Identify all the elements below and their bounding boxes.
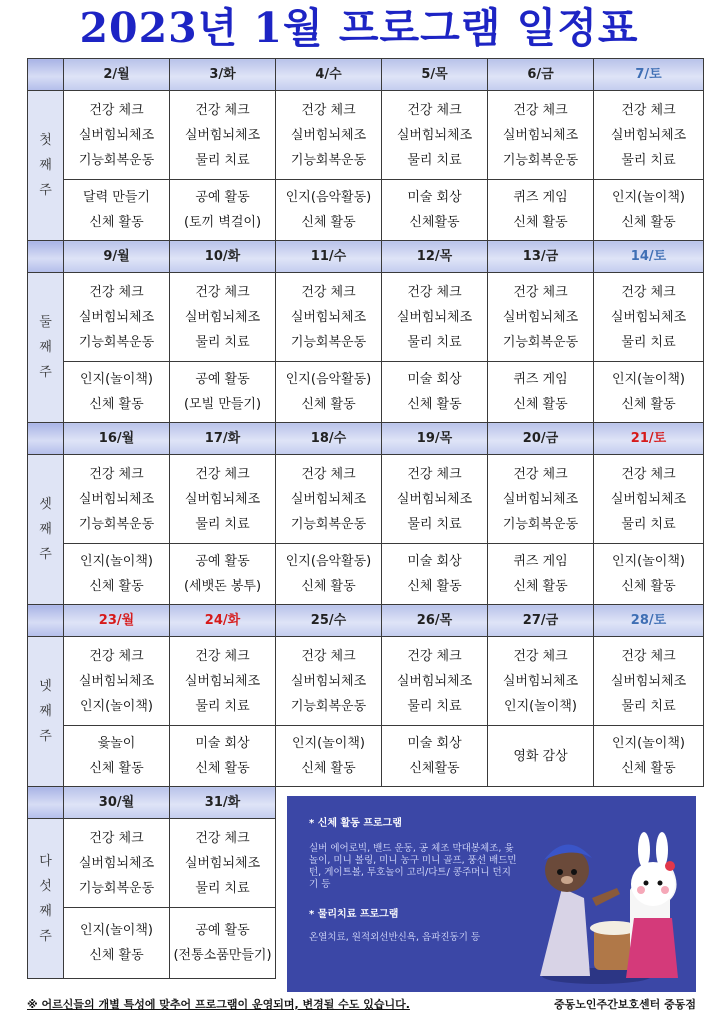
cell-line: 실버힘뇌체조 [184,309,261,325]
cell-line: (모빌 만들기) [183,397,262,412]
cell-line: 기능회복운동 [78,334,155,350]
am-activity-cell [170,91,276,180]
day-header-cell: 18/수 [276,423,382,455]
week-label-char: 주 [39,928,52,944]
cell-line: 인지(음악활동) [285,372,372,387]
cell-line: 공예 활동 [195,923,250,938]
am-activity-cell [170,455,276,544]
cell-line: 기능회복운동 [502,152,579,168]
program-info-panel [287,796,696,992]
cell-line: 기능회복운동 [78,152,155,168]
physio-program-text: 온열치료, 원적외선반신욕, 음파진동기 등 [309,932,481,943]
day-header-row [28,423,704,455]
am-activity-row [28,273,704,362]
cell-line: 물리 치료 [407,334,462,350]
cell-line: 인지(놀이책) [292,736,365,751]
day-header-cell: 19/목 [382,423,488,455]
week-label-char: 섯 [39,878,52,894]
am-activity-cell [488,273,594,362]
cell-line: 건강 체크 [301,648,356,664]
cell-line: 물리 치료 [195,516,250,532]
cell-line: 공예 활동 [195,190,250,205]
am-activity-cell [594,455,704,544]
pm-activity-cell [64,362,170,423]
cell-line: 미술 회상 [407,554,462,569]
week-label-char: 째 [39,340,52,355]
page-title: 2023년 1월 프로그램 일정표 [79,4,639,52]
cell-line: 기능회복운동 [78,880,155,896]
am-activity-cell [382,455,488,544]
cell-line: 인지(놀이책) [612,190,685,205]
pm-activity-cell [488,180,594,241]
cell-line: (토끼 벽걸이) [183,215,262,230]
week-label-char: 째 [39,704,52,719]
week-label-char: 째 [39,158,52,173]
cell-line: 기능회복운동 [502,516,579,532]
cell-line: 건강 체크 [407,648,462,664]
am-activity-cell [276,91,382,180]
cell-line: 실버힘뇌체조 [290,491,367,507]
cell-line: 물리 치료 [195,880,250,896]
week-label-char: 주 [39,729,52,744]
day-header-cell: 5/목 [382,59,488,91]
cell-line: 건강 체크 [195,284,250,300]
cell-line: 퀴즈 게임 [513,554,568,569]
pm-activity-cell [276,726,382,787]
day-header-cell: 30/월 [64,787,170,819]
am-activity-cell [488,91,594,180]
am-activity-cell [276,455,382,544]
cell-line: 영화 감상 [513,748,568,764]
pm-activity-cell [594,544,704,605]
day-header-cell: 14/토 [594,241,704,273]
header-corner [28,241,64,273]
pm-activity-cell [382,362,488,423]
pm-activity-cell [170,726,276,787]
cell-line: 윷놀이 [97,736,136,751]
am-activity-cell [594,637,704,726]
cell-line: 달력 만들기 [83,190,150,205]
pm-activity-cell [594,180,704,241]
cell-line: 인지(놀이책) [80,554,153,569]
am-activity-cell [170,819,276,908]
pm-activity-cell [594,726,704,787]
cell-line: 물리 치료 [195,698,250,714]
cell-line: 신체 활동 [89,948,144,963]
cell-line: 실버힘뇌체조 [184,127,261,143]
am-activity-cell [488,637,594,726]
cell-line: 신체활동 [409,761,460,776]
cell-line: 건강 체크 [89,102,144,118]
physical-program-text: 실버 에어로빅, 밴드 운동, 공 체조 막대봉체조, 윷놀이, 미니 볼링, 미니 농구 미니 골프, 풍선 배드민턴, 게이트볼, 투호놀이 고리/다트/ 콩주머니 던지기 등 [309,843,517,890]
cell-line: 신체 활동 [301,761,356,776]
day-header-cell: 25/수 [276,605,382,637]
cell-line: 실버힘뇌체조 [610,673,687,689]
week-label-char: 째 [39,903,52,919]
physio-program-heading: * 물리치료 프로그램 [309,909,399,920]
cell-line: 인지(놀이책) [80,698,153,714]
cell-line: 건강 체크 [89,284,144,300]
day-header-cell: 6/금 [488,59,594,91]
cell-line: (전통소품만들기) [173,948,272,963]
footer-note: ※ 어르신들의 개별 특성에 맞추어 프로그램이 운영되며, 변경될 수도 있습니다. [27,998,410,1011]
cell-line: 기능회복운동 [290,152,367,168]
cell-line: 인지(놀이책) [80,372,153,387]
cell-line: 미술 회상 [407,736,462,751]
cell-line: 공예 활동 [195,554,250,569]
day-header-cell: 2/월 [64,59,170,91]
cell-line: 신체 활동 [513,397,568,412]
cell-line: 실버힘뇌체조 [184,855,261,871]
day-header-cell: 31/화 [170,787,276,819]
pm-activity-cell [594,362,704,423]
cell-line: 실버힘뇌체조 [610,491,687,507]
day-header-cell: 7/토 [594,59,704,91]
day-header-cell: 3/화 [170,59,276,91]
cell-line: 건강 체크 [195,466,250,482]
day-header-cell: 20/금 [488,423,594,455]
am-activity-cell [382,91,488,180]
day-header-cell: 10/화 [170,241,276,273]
cell-line: 인지(놀이책) [612,554,685,569]
cell-line: 건강 체크 [621,102,676,118]
week-label-char: 주 [39,365,52,380]
cell-line: 실버힘뇌체조 [78,855,155,871]
header-corner [28,423,64,455]
cell-line: 실버힘뇌체조 [290,127,367,143]
cell-line: 미술 회상 [195,736,250,751]
week-label-char: 주 [39,547,52,562]
pm-activity-cell [276,180,382,241]
cell-line: 신체 활동 [407,579,462,594]
week-label [28,455,64,605]
am-activity-cell [64,819,170,908]
pm-activity-cell [64,544,170,605]
cell-line: 신체 활동 [89,215,144,230]
pm-activity-cell [488,726,594,787]
cell-line: 건강 체크 [621,466,676,482]
pm-activity-cell [382,180,488,241]
day-header-cell: 28/토 [594,605,704,637]
am-activity-cell [64,455,170,544]
day-header-cell: 16/월 [64,423,170,455]
day-header-cell: 26/목 [382,605,488,637]
cell-line: 물리 치료 [407,152,462,168]
pm-activity-cell [64,180,170,241]
am-activity-cell [64,91,170,180]
day-header-row [28,241,704,273]
pm-activity-cell [64,726,170,787]
week-label-char: 째 [39,522,52,537]
cell-line: 물리 치료 [407,516,462,532]
pm-activity-row [28,726,704,787]
cell-line: 건강 체크 [407,466,462,482]
cell-line: 기능회복운동 [78,516,155,532]
pm-activity-cell [276,362,382,423]
cell-line: 물리 치료 [195,334,250,350]
cell-line: 건강 체크 [513,284,568,300]
am-activity-row [28,455,704,544]
cell-line: 물리 치료 [621,152,676,168]
cell-line: 신체 활동 [89,761,144,776]
cell-line: 실버힘뇌체조 [396,127,473,143]
am-activity-row [28,91,704,180]
week-label-char: 다 [39,853,52,869]
cell-line: 물리 치료 [621,698,676,714]
am-activity-cell [64,637,170,726]
cell-line: 실버힘뇌체조 [184,673,261,689]
day-header-cell: 12/목 [382,241,488,273]
cell-line: 기능회복운동 [290,698,367,714]
cell-line: 공예 활동 [195,372,250,387]
am-activity-cell [382,637,488,726]
day-header-row [28,59,704,91]
cell-line: 퀴즈 게임 [513,190,568,205]
cell-line: 미술 회상 [407,190,462,205]
cell-line: 실버힘뇌체조 [396,309,473,325]
am-activity-cell [64,273,170,362]
week-label-char: 셋 [39,497,52,512]
day-header-cell: 21/토 [594,423,704,455]
cell-line: 건강 체크 [513,648,568,664]
cell-line: 물리 치료 [621,334,676,350]
pm-activity-cell [382,726,488,787]
cell-line: 미술 회상 [407,372,462,387]
week-label [28,91,64,241]
cell-line: 실버힘뇌체조 [502,491,579,507]
cell-line: 물리 치료 [621,516,676,532]
week-label [28,637,64,787]
am-activity-cell [170,637,276,726]
cell-line: 신체 활동 [301,397,356,412]
cell-line: 실버힘뇌체조 [610,127,687,143]
cell-line: 실버힘뇌체조 [290,673,367,689]
cell-line: 건강 체크 [407,102,462,118]
cell-line: 신체 활동 [407,397,462,412]
cell-line: 기능회복운동 [502,334,579,350]
day-header-cell: 24/화 [170,605,276,637]
cell-line: 신체 활동 [621,215,676,230]
cell-line: 신체 활동 [89,397,144,412]
pm-activity-cell [170,180,276,241]
cell-line: 건강 체크 [621,648,676,664]
cell-line: 실버힘뇌체조 [78,309,155,325]
cell-line: 신체 활동 [621,579,676,594]
cell-line: 실버힘뇌체조 [502,673,579,689]
cell-line: 건강 체크 [513,466,568,482]
cell-line: 실버힘뇌체조 [290,309,367,325]
cell-line: 기능회복운동 [290,334,367,350]
cell-line: 건강 체크 [407,284,462,300]
cell-line: 건강 체크 [195,830,250,846]
cell-line: 건강 체크 [195,102,250,118]
pm-activity-cell [276,544,382,605]
pm-activity-cell [170,908,276,979]
cell-line: 건강 체크 [301,466,356,482]
cell-line: 건강 체크 [621,284,676,300]
day-header-cell: 4/수 [276,59,382,91]
cell-line: 인지(놀이책) [80,923,153,938]
cell-line: 실버힘뇌체조 [184,491,261,507]
physical-program-heading: * 신체 활동 프로그램 [309,818,402,829]
cell-line: 인지(놀이책) [504,698,577,714]
day-header-cell: 11/수 [276,241,382,273]
day-header-cell: 9/월 [64,241,170,273]
cell-line: 인지(놀이책) [612,736,685,751]
cell-line: 실버힘뇌체조 [78,673,155,689]
am-activity-cell [382,273,488,362]
cell-line: 건강 체크 [513,102,568,118]
cell-line: 실버힘뇌체조 [78,491,155,507]
week-label-char: 주 [39,183,52,198]
cell-line: 신체 활동 [513,579,568,594]
week-label [28,273,64,423]
header-corner [28,605,64,637]
week-label-char: 넷 [39,679,52,694]
am-activity-row [28,637,704,726]
pm-activity-row [28,180,704,241]
header-corner [28,59,64,91]
pm-activity-cell [170,362,276,423]
cell-line: 건강 체크 [89,466,144,482]
pm-activity-cell [170,544,276,605]
week-label-char: 둘 [39,315,52,330]
cell-line: 실버힘뇌체조 [396,673,473,689]
cell-line: 실버힘뇌체조 [502,127,579,143]
cell-line: 물리 치료 [407,698,462,714]
header-corner [28,787,64,819]
day-header-cell: 13/금 [488,241,594,273]
cell-line: 건강 체크 [301,102,356,118]
cell-line: 신체 활동 [195,761,250,776]
pm-activity-cell [382,544,488,605]
am-activity-cell [594,273,704,362]
cell-line: 인지(음악활동) [285,190,372,205]
cell-line: 실버힘뇌체조 [78,127,155,143]
day-header-cell: 27/금 [488,605,594,637]
center-name: 중동노인주간보호센터 중동점 [554,998,696,1011]
week-label [28,819,64,979]
am-activity-cell [594,91,704,180]
cell-line: 신체 활동 [621,761,676,776]
week-label-char: 첫 [39,133,52,148]
cell-line: 신체활동 [409,215,460,230]
cell-line: 신체 활동 [301,215,356,230]
cell-line: (세뱃돈 봉투) [183,579,262,594]
am-activity-cell [170,273,276,362]
cell-line: 건강 체크 [195,648,250,664]
pm-activity-cell [488,544,594,605]
am-activity-cell [276,637,382,726]
cell-line: 기능회복운동 [290,516,367,532]
day-header-row [28,605,704,637]
cell-line: 인지(음악활동) [285,554,372,569]
cell-line: 인지(놀이책) [612,372,685,387]
cell-line: 신체 활동 [621,397,676,412]
pm-activity-cell [488,362,594,423]
cell-line: 물리 치료 [195,152,250,168]
pm-activity-row [28,544,704,605]
pm-activity-cell [64,908,170,979]
am-activity-cell [488,455,594,544]
pm-activity-row [28,362,704,423]
cell-line: 실버힘뇌체조 [396,491,473,507]
cell-line: 신체 활동 [513,215,568,230]
cell-line: 건강 체크 [89,830,144,846]
cell-line: 신체 활동 [301,579,356,594]
cell-line: 신체 활동 [89,579,144,594]
mascot-illustration [522,828,692,988]
cell-line: 퀴즈 게임 [513,372,568,387]
cell-line: 실버힘뇌체조 [610,309,687,325]
day-header-cell: 23/월 [64,605,170,637]
cell-line: 건강 체크 [301,284,356,300]
day-header-cell: 17/화 [170,423,276,455]
cell-line: 실버힘뇌체조 [502,309,579,325]
am-activity-cell [276,273,382,362]
cell-line: 건강 체크 [89,648,144,664]
